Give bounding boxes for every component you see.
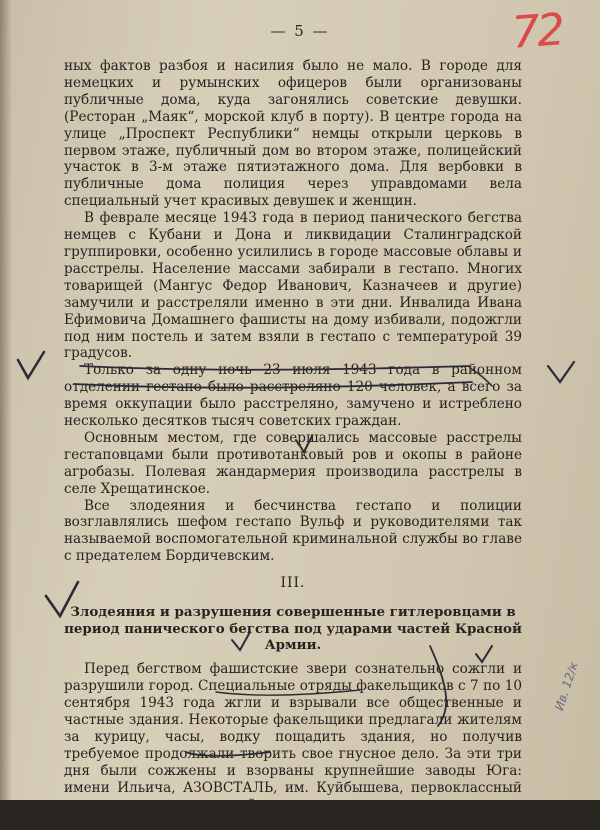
paragraph-5: Все злодеяния и бесчинства гестапо и полиции возглавлялись шефом гестапо Вульф и руководителями так называемой воспомогательной криминальной службы во главе с предателем Бордичевским. (64, 497, 522, 565)
paragraph-4: Основным местом, где совершались массовые расстрелы гестаповцами были противотанковый ров и окопы в районе агробазы. Полевая жандармерия производила расстрелы в селе Хрещатинское. (64, 429, 522, 497)
document-body (64, 58, 522, 830)
section-number: III. (280, 575, 306, 592)
section-paragraph: Перед бегством фашистские звери сознательно сожгли и разрушили город. Специальные отряды факельщиков с 7 по 10 сентября 1943 года жгли и взрывали все общественные и частные здания. Некоторые факельщики предлагали жителям за курицу, часы, водку пощадить здания, но получив требуемое продолжали творить свое гнусное дело. За эти три дня были сожжены и взорваны крупнейшие заводы Юга: имени Ильича, АЗОВСТАЛЬ, им. Куйбышева, первоклассный порт, все заводы местной промышленности, электростанции, трампарк, вокзал, здания горсовета, гор- (64, 661, 522, 830)
section-heading: Злодеяния и разрушения совершенные гитлеровцами в период панического бегства под ударами частей Красной Армии. (64, 604, 522, 653)
paragraph-3: Только за одну ночь 23 июля 1943 года в районном отделении гестапо было расстреляно 120 человек, а всего за время оккупации было расстреляно, замучено и истреблено несколько десятков тысяч советских граждан. (64, 362, 522, 430)
margin-checkmark-1 (18, 352, 44, 378)
page-number: — 5 — (270, 22, 330, 40)
paragraph-1: ных фактов разбоя и насилия было не мало. В городе для немецких и румынских офицеров были организованы публичные дома, куда загонялись советские девушки. (Ресторан „Маяк“, морской клуб в порту). В центре города на улице „Проспект Республики“ немцы открыли церковь в первом этаже, публичный дом во втором этаже, полицейский участок в 3-м этаже пятиэтажного дома. Для вербовки в публичные дома полиция через управдомами вела специальный учет красивых девушек и женщин. (64, 58, 522, 210)
margin-handwritten-note: Ив. 12/к (552, 660, 581, 713)
margin-checkmark-2 (548, 362, 574, 382)
page-edge-shadow (0, 0, 12, 800)
paragraph-2: В феврале месяце 1943 года в период панического бегства немцев с Кубани и Дона и ликвидации Сталинградской группировки, особенно усилились в городе массовые облавы и расстрелы. Население массами забирали в гестапо. Многих товарищей (Мангус Федор Иванович, Казначеев и другие) замучили и расстреляли именно в эти дни. Инвалида Ивана Ефимовича Домашнего фашисты на дому избивали, подожгли под ним постель и затем взяли в гестапо с температурой 39 градусов. (64, 210, 522, 362)
handwritten-page-number: 72 (510, 4, 564, 59)
